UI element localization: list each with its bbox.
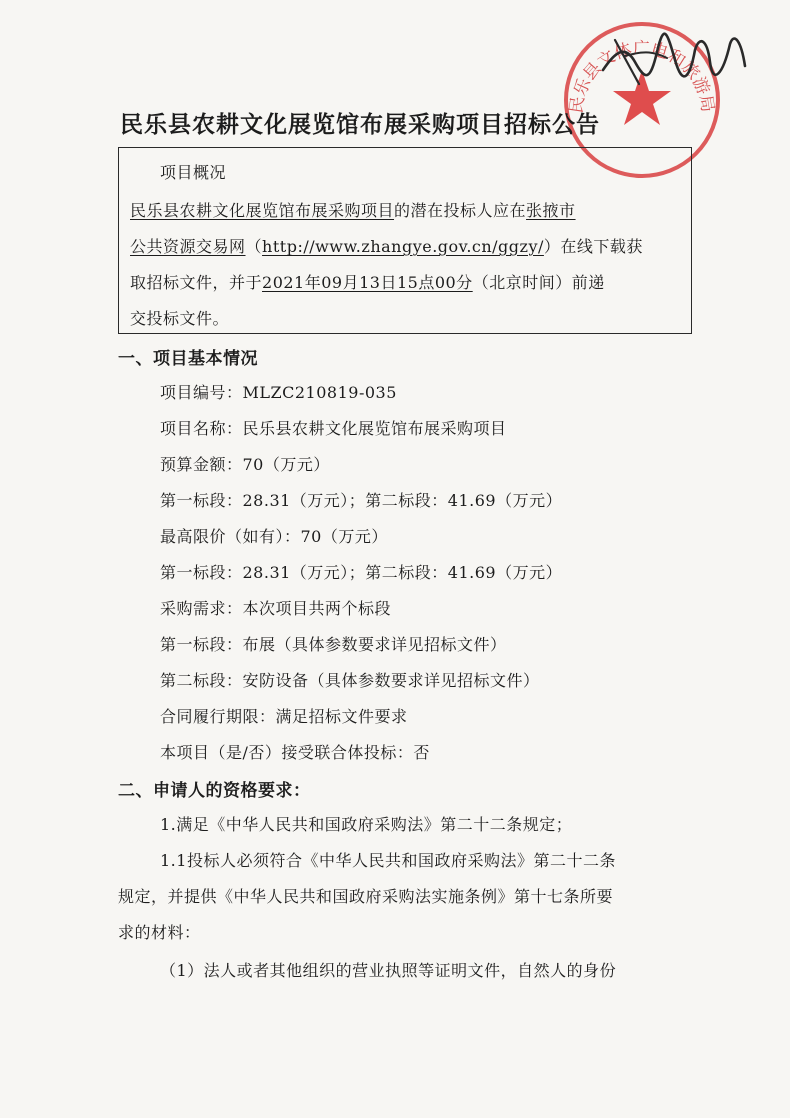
lot-2-desc: 第二标段：安防设备（具体参数要求详见招标文件） xyxy=(160,671,540,690)
requirement-1-1-cont: 规定，并提供《中华人民共和国政府采购法实施条例》第十七条所要 xyxy=(118,887,614,906)
overview-platform-name: 张掖市 xyxy=(526,201,576,220)
overview-line-3: 取招标文件，并于2021年09月13日15点00分（北京时间）前递 xyxy=(130,273,605,292)
handwritten-signature xyxy=(595,22,755,92)
budget-lots: 第一标段：28.31（万元）；第二标段：41.69（万元） xyxy=(160,491,563,510)
section-1-heading: 一、项目基本情况 xyxy=(118,349,258,369)
max-price: 最高限价（如有）：70（万元） xyxy=(160,527,388,546)
lot-1-desc: 第一标段：布展（具体参数要求详见招标文件） xyxy=(160,635,507,654)
project-number: 项目编号：MLZC210819-035 xyxy=(160,383,397,402)
consortium-bidding: 本项目（是/否）接受联合体投标：否 xyxy=(160,743,430,762)
overview-deadline: 2021年09月13日15点00分 xyxy=(262,273,473,292)
section-2-heading: 二、申请人的资格要求： xyxy=(118,781,311,801)
overview-label: 项目概况 xyxy=(160,163,227,182)
requirement-1-1-item-1: （1）法人或者其他组织的营业执照等证明文件，自然人的身份 xyxy=(160,961,617,980)
max-price-lots: 第一标段：28.31（万元）；第二标段：41.69（万元） xyxy=(160,563,563,582)
requirement-1-1-end: 求的材料： xyxy=(118,923,201,942)
budget-amount: 预算金额：70（万元） xyxy=(160,455,330,474)
seal-text: 民乐县文体广电和旅游局 xyxy=(566,38,718,115)
overview-project-name: 民乐县农耕文化展览馆布展采购项目 xyxy=(130,201,395,220)
overview-line-1: 民乐县农耕文化展览馆布展采购项目的潜在投标人应在张掖市 xyxy=(130,201,576,220)
procurement-demand: 采购需求：本次项目共两个标段 xyxy=(160,599,392,618)
contract-period: 合同履行期限：满足招标文件要求 xyxy=(160,707,408,726)
overview-url: http://www.zhangye.gov.cn/ggzy/ xyxy=(262,237,544,256)
requirement-1: 1.满足《中华人民共和国政府采购法》第二十二条规定； xyxy=(160,815,573,834)
requirement-1-1: 1.1投标人必须符合《中华人民共和国政府采购法》第二十二条 xyxy=(160,851,616,870)
overview-line-4: 交投标文件。 xyxy=(130,309,230,328)
project-name: 项目名称：民乐县农耕文化展览馆布展采购项目 xyxy=(160,419,507,438)
overview-line-2: 公共资源交易网（http://www.zhangye.gov.cn/ggzy/）在线下载获 xyxy=(130,237,643,256)
page-title: 民乐县农耕文化展览馆布展采购项目招标公告 xyxy=(120,112,600,138)
